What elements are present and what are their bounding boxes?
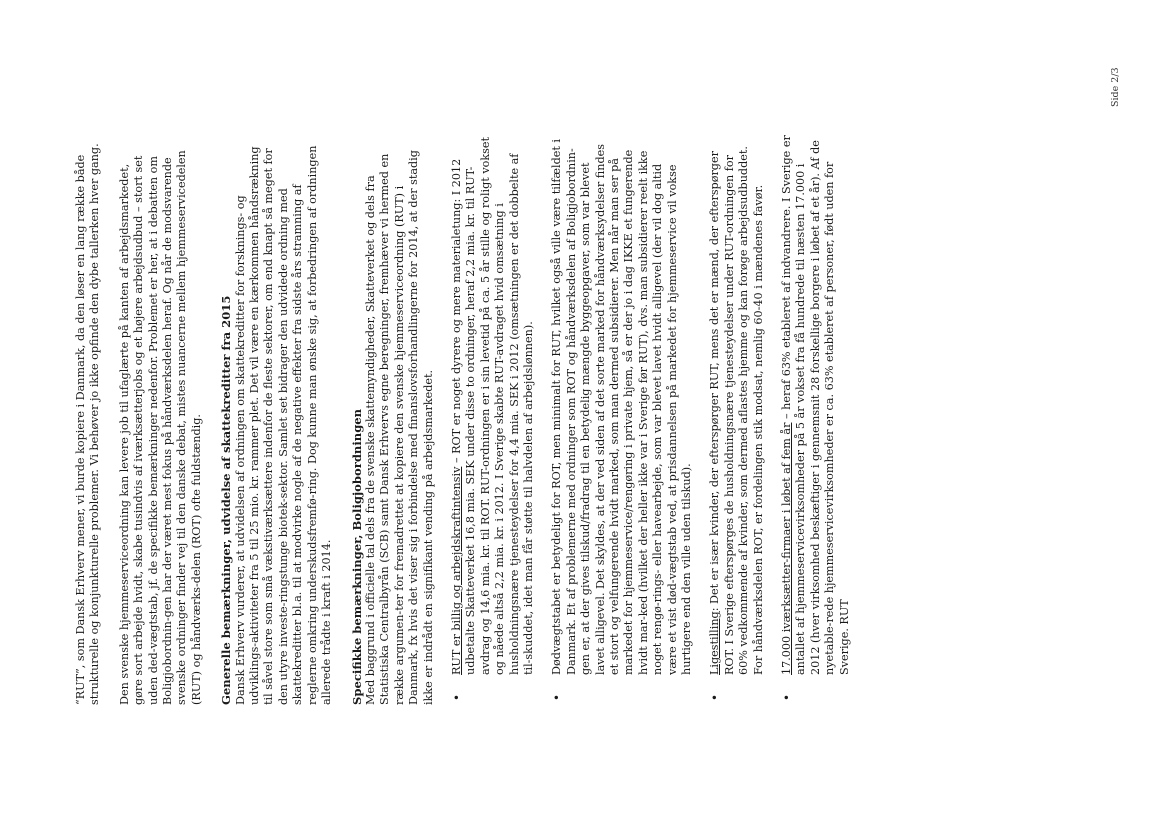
document-body — [74, 135, 852, 705]
list-item-deadweight — [550, 135, 694, 705]
list-item-text: Dødvægtstabet er betydeligt for ROT, men minimalt for RUT, hvilket også ville være tilfældet i Danmark. Et af problemerne med ordninger som ROT og håndværksdelen af Boligjobordnin-gen er, at der gives tilskud/fradrag til en betydelig mængde byggeopgaver, som var blevet lavet alligevel. Det skyldes, at der ved siden af det sorte marked for håndværksydelser findes et stort og velfungerende hvidt marked, som man dermed subsidierer. Men når man ser på markedet for hjemmeservice/rengøring i private hjem, så er der jo i dag IKKE et fungerende hvidt mar-ked (hvilket der heller ikke var i Sverige før RUT), dvs. man subsidierer reelt ikke noget rengø-rings- eller havearbejde, som var blevet lavet hvidt alligevel (der vil dog altid være et vist død-vægtstab ved, at prisdannelsen på markedet for hjemmeservice vil vokse hurtigere end den ville uden tilskud). — [550, 139, 694, 675]
specific-remarks-paragraph: Med baggrund i officielle tal dels fra de svenske skattemyndigheder, Skatteverket og dels fra Statistiska Centralbyrån (SCB) samt Dansk Erhvervs egne beregninger, fremhæver vi hermed en række argumen-ter for fremadrettet at kopiere den svenske hjemmeserviceordning (RUT) i Danmark, fx hvis det viser sig i forbindelse med finanslovsforhandlingerne for 2014, at der stadig ikke er indrådt en signifikant vending på arbejdsmarkedet. — [363, 150, 435, 705]
page-number: Side 2/3 — [1110, 67, 1121, 107]
list-item-lead: Ligestilling — [708, 611, 722, 675]
intro-paragraph: “RUT”, som Dansk Erhverv mener, vi burde kopiere i Danmark, da den løser en lang række både strukturelle og konjunkturelle problemer. Vi behøver jo ikke opfinde den dybe tallerken hver gang. — [74, 143, 102, 705]
list-item-text: : Det er især kvinder, der efterspørger RUT, mens det er mænd, der efterspørger ROT. I Sverige efterspørges de husholdningsnære tjenesteydelser under RUT-ordningen for 60% vedkommende af kvinder, som dermed aflastes hjemme og kan forøge arbejdsudbuddet. For håndværksdelen ROT, er fordelingen stik modsat, nemlig 60-40 i mændenes favør. — [708, 146, 765, 675]
general-remarks-paragraph: Dansk Erhverv vurderer, at udvidelsen af ordningen om skattekreditter for forsknings- og udviklings-aktiviteter fra 5 til 25 mio. kr. rammer plet. Det vil være en kærkommen håndsrækning til såvel store som små vækstiværksættere indenfor de fleste sektorer, om end knapt så meget for den utyre investe-ringstunge biotek-sektor. Samlet set bidrager den udvidede ordning med skattekreditter bl.a. til at modvirke nogle af de negative effekter fra sidste års stramning af reglerne omkring underskudsfremfø-ring. Dog kunne man ønske sig, at forbedringen af ordningen allerede trådte i kraft i 2014. — [233, 145, 334, 705]
swedish-scheme-paragraph: Den svenske hjemmeserviceordning kan levere job til ufaglærte på kanten af arbejdsmarkedet, gøre sort arbejde hvidt, skabe tusindvis af iværksætterjobs og et højere arbejdsudbud – stort set uden ded-vægtstab, jf. de specifikke bemærkninger nedenfor. Problemet er her, at i debatten om Boligjobordnin-gen har der været mest fokus på håndværksdelen heraf. Og når de modsvarende svenske ordninger finder vej til den danske debat, mistes nuancerne mellem hjemmeservicedelen (RUT) og håndværks-delen (ROT) ofte fuldstændig. — [117, 150, 203, 705]
section-heading-specific: Specifikke bemærkninger, Boligjobordningen — [349, 408, 364, 705]
list-item-rut-cheap — [450, 135, 536, 705]
list-item-entrepreneurs — [780, 135, 852, 705]
list-item-lead: RUT er billig og arbejdskraftintensiv — [449, 466, 463, 675]
list-item-equality — [708, 135, 766, 705]
list-item-text: – heraf 63% etableret af indvandrere. I Sverige er antallet af hjemmeservicevirksomheder på 5 år vokset fra få hundrede til næsten 17.000 i 2012 (hver virksomhed beskæftiger i gennemsnit 28 forskellige borgere i løbet af et år). Af de nyetable-rede hjemmeservicevirksomheder er ca. 63% etableret af personer, født uden for Sverige. RUT — [780, 135, 851, 675]
list-item-lead: 17.000 iværksætter-firmaer i løbet af fem år — [780, 422, 794, 675]
section-heading-general: Generelle bemærkninger, udvidelse af skattekreditter fra 2015 — [219, 295, 234, 705]
list-item-text: – ROT er noget dyrere og mere materialetung: I 2012 udbetalte Skatteverket 16,8 mia. SEK under disse to ordninger, heraf 2,2 mia. kr. til RUT-avdrag og 14,6 mia. kr. til ROT. RUT-ordningen er i sin levetid på ca. 5 år stille og roligt vokset og nåede altså 2,2 mia. kr. i 2012. I Sverige skabte RUT-avdraget hvid omsætning i husholdningsnære tjenesteydelser for 4,4 mia. SEK i 2012 (omsætningen er det dobbelte af til-skuddet, idet man får støtte til halvdelen af arbejdslønnen). — [449, 136, 535, 675]
